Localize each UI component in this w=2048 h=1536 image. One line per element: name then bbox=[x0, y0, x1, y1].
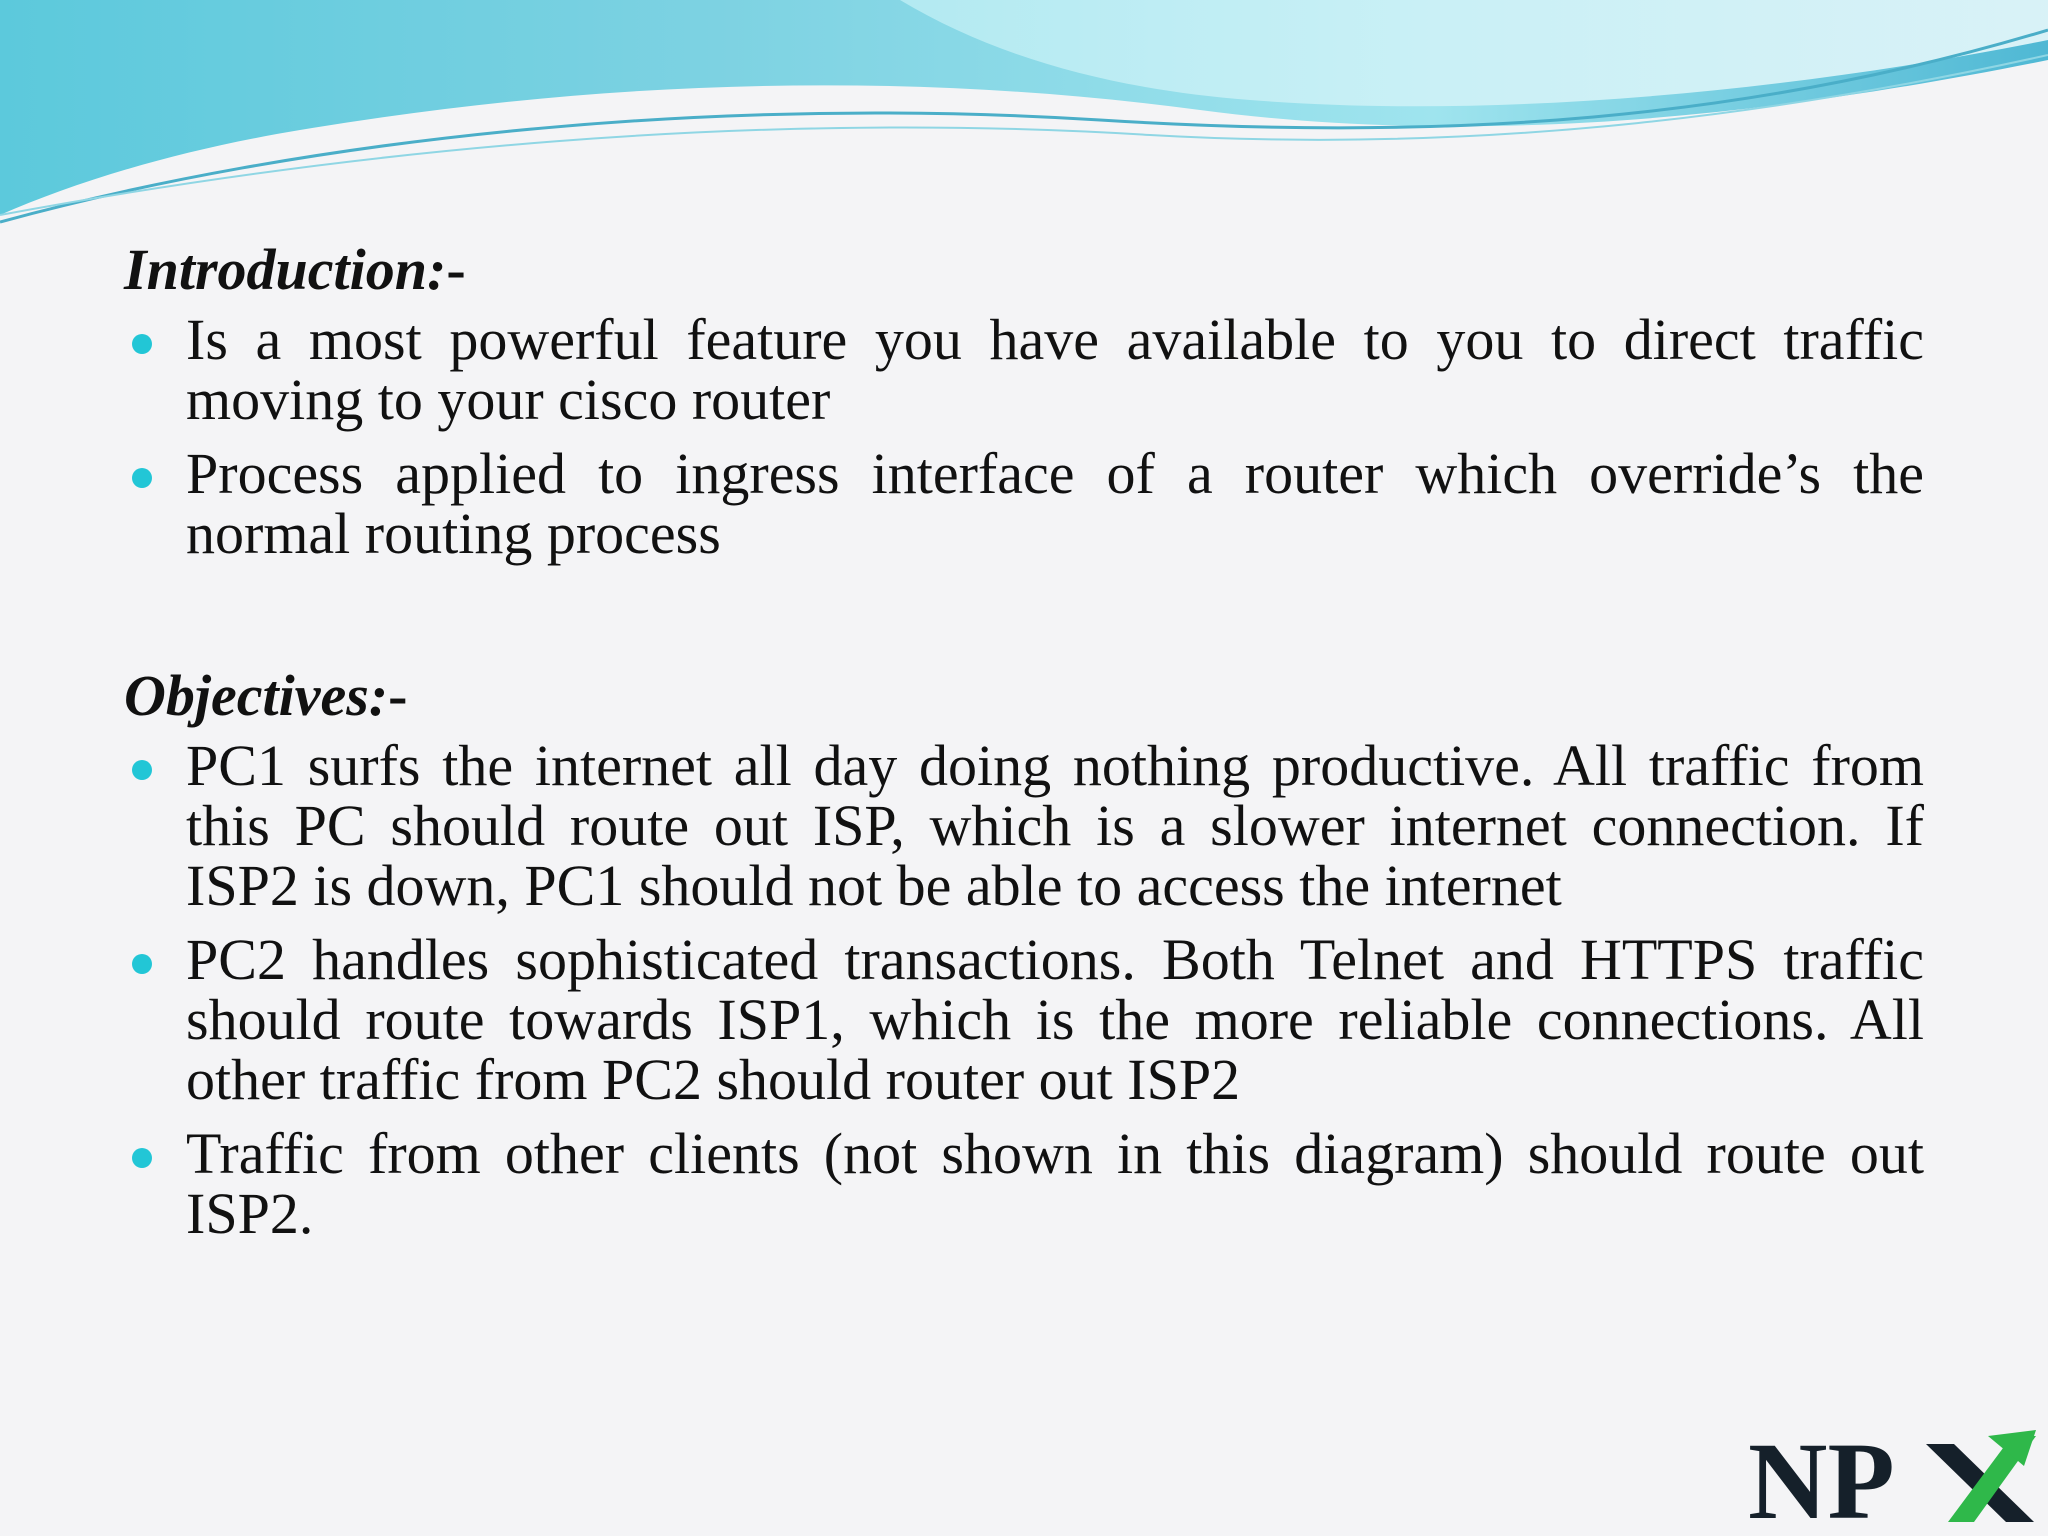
introduction-bullet-list bbox=[124, 307, 1924, 566]
npx-logo-text: NP bbox=[1748, 1426, 1895, 1526]
npx-logo bbox=[1748, 1426, 2038, 1526]
npx-logo-x-mark bbox=[1926, 1430, 2036, 1522]
bullet-icon bbox=[132, 954, 152, 974]
bullet-icon bbox=[132, 1148, 152, 1168]
bullet-icon bbox=[132, 760, 152, 780]
header-wave-decoration bbox=[0, 0, 2048, 240]
objectives-heading: Objectives:- bbox=[124, 663, 408, 728]
bullet-icon bbox=[132, 468, 152, 488]
objectives-bullet: Traffic from other clients (not shown in this diagram) should route out ISP2. bbox=[124, 1124, 1924, 1244]
objectives-bullet-list bbox=[124, 733, 1924, 1246]
introduction-bullet: Is a most powerful feature you have available to you to direct traffic moving to your cisco router bbox=[124, 310, 1924, 430]
slide-content bbox=[124, 238, 1924, 1258]
introduction-bullet: Process applied to ingress interface of a router which override’s the normal routing process bbox=[124, 444, 1924, 564]
objectives-bullet: PC2 handles sophisticated transactions. Both Telnet and HTTPS traffic should route towards ISP1, which is the more reliable connections. All other traffic from PC2 should router out ISP2 bbox=[124, 930, 1924, 1110]
introduction-heading: Introduction:- bbox=[124, 237, 466, 302]
objectives-bullet: PC1 surfs the internet all day doing nothing productive. All traffic from this PC should route out ISP, which is a slower internet connection. If ISP2 is down, PC1 should not be able to access the internet bbox=[124, 736, 1924, 916]
bullet-icon bbox=[132, 334, 152, 354]
